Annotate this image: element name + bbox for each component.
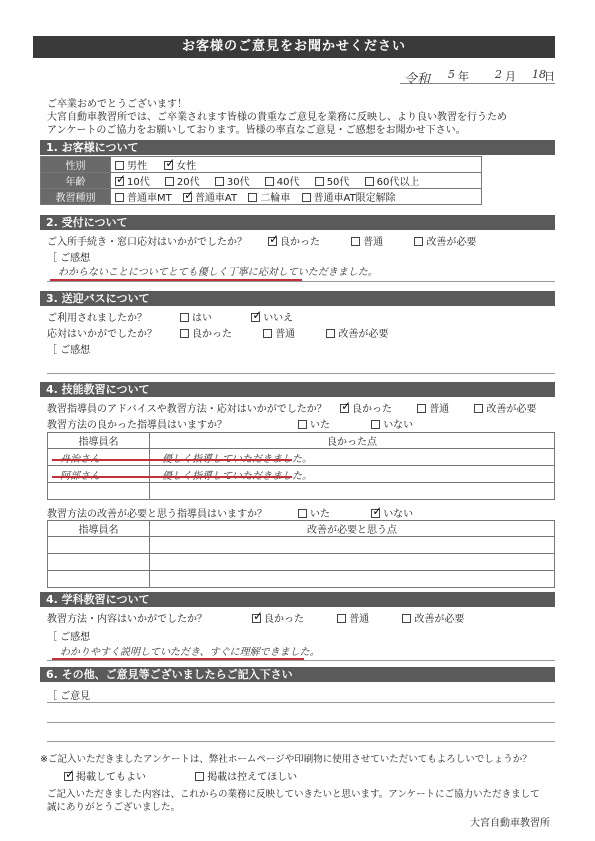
checkbox[interactable] [298,509,307,518]
column-header-instructor: 指導員名 [48,521,150,537]
lecture-options [252,610,478,625]
checkbox[interactable] [248,193,257,202]
page-title: お客様のご意見をお聞かせください [33,36,555,58]
reception-comment[interactable]: わからないことについてとても優しく丁寧に応対していただきました。 [58,267,378,278]
checkbox[interactable] [402,614,411,623]
table-row [48,483,555,500]
gender-option-male[interactable]: 男性 [115,157,147,172]
signature: 大宮自動車教習所 [470,818,550,829]
good-point-cell[interactable]: 優しく指導していただきました。 [150,466,555,483]
checkbox-checked[interactable] [252,614,261,623]
date-field[interactable] [400,66,555,87]
skill-question-instructor: 教習指導員のアドバイスや教習方法・応対はいかがでしたか？ [47,404,327,415]
section-header-skill: 4. 技能教習について [40,382,555,397]
good-instructor-option-yes[interactable]: いた [298,416,330,431]
table-row [48,571,555,588]
date-month-unit: 月 [505,70,516,83]
checkbox[interactable] [474,404,483,413]
other-comment-label: ［ ご意見 [47,691,91,702]
skill-question-improve-instructor: 教習方法の改善が必要と思う指導員はいますか？ [47,509,267,520]
checkbox-checked[interactable] [164,161,173,170]
good-point-cell[interactable] [150,483,555,500]
course-type-label: 教習種別 [41,189,111,205]
checkbox[interactable] [215,177,224,186]
instructor-name-cell[interactable] [48,483,150,500]
bus-option-yes[interactable]: はい [180,309,212,324]
checkbox-checked[interactable] [115,177,124,186]
checkbox[interactable] [195,772,204,781]
closing-text [47,788,557,814]
checkbox[interactable] [351,237,360,246]
type-option-mt[interactable]: 普通車MT [115,189,172,204]
reception-comment-label: ［ ご感想 [47,253,91,264]
skill-good-instructor-options [298,416,427,431]
skill-option-normal[interactable]: 普通 [417,400,449,415]
skill-instructor-options [340,400,536,415]
table-row [48,537,555,554]
date-month: 2 [495,68,502,81]
reception-option-improve[interactable]: 改善が必要 [414,233,476,248]
date-day-unit: 日 [544,70,555,83]
row-underline [52,476,292,478]
intro-line: ご卒業おめでとうございます！ [47,99,187,110]
good-instructor-option-no[interactable]: いない [371,416,413,431]
age-options [111,173,482,189]
instructor-name-cell[interactable] [48,571,150,588]
closing-line: 誠にありがとうございました。 [47,802,181,813]
skill-option-good[interactable]: ✓ 良かった [340,400,392,415]
checkbox[interactable] [115,193,124,202]
improve-instructor-option-no[interactable]: ✓ いない [371,505,413,520]
section-header-other: 6. その他、ご意見等ございましたらご記入下さい [40,667,555,682]
bus-service-option-normal[interactable]: 普通 [263,325,295,340]
good-point-cell[interactable]: 優しく指導していただきました。 [150,449,555,466]
row-underline [52,459,292,461]
improve-instructor-table [47,520,555,588]
intro-line: 大宮自動車教習所では、ご卒業されます皆様の貴重なご意見を業務に反映し、より良い教習を行うため [47,112,507,123]
divider [47,281,555,282]
checkbox-checked[interactable] [371,509,380,518]
table-row [48,554,555,571]
improve-point-cell[interactable] [150,537,555,554]
type-option-motorcycle[interactable]: 二輪車 [248,189,290,204]
intro-line: アンケートのご協力をお願いしております。皆様の率直なご意見・ご感想をお聞かせ下さい。 [47,125,466,136]
lecture-option-good[interactable]: ✓ 良かった [252,610,304,625]
column-header-good-points: 良かった点 [150,433,555,449]
intro-text [47,98,557,137]
date-day: 18 [532,68,546,81]
date-year: 5 [448,68,455,81]
divider [47,660,555,661]
table-row [48,449,555,466]
improve-instructor-option-yes[interactable]: いた [298,505,330,520]
bus-question-service: 応対はいかがでしたか？ [47,329,157,340]
checkbox[interactable] [115,161,124,170]
checkbox[interactable] [302,193,311,202]
checkbox[interactable] [326,329,335,338]
bus-service-options [180,325,402,340]
section-header-lecture: 4. 学科教習について [40,592,555,607]
comment-line[interactable] [47,722,555,723]
lecture-comment-label: ［ ご感想 [47,632,91,643]
bus-use-options [180,309,307,324]
age-option-40s[interactable]: 40代 [265,173,300,188]
instructor-name-cell[interactable] [48,537,150,554]
publish-question: ※ご記入いただきましたアンケートは、弊社ホームページや印刷物に使用させていただいてもよろしいでしょうか？ [40,754,532,765]
publish-options [64,768,311,783]
reception-question: ご入所手続き・窓口応対はいかがでしたか？ [47,237,247,248]
publish-option-allow[interactable]: ✓掲載してもよい [64,768,146,783]
checkbox[interactable] [263,329,272,338]
course-type-options [111,189,482,205]
improve-point-cell[interactable] [150,554,555,571]
column-header-improve-points: 改善が必要と思う点 [150,521,555,537]
checkbox-checked[interactable] [268,237,277,246]
age-option-60s-plus[interactable]: 60代以上 [365,173,420,188]
gender-label: 性別 [41,157,111,173]
checkbox[interactable] [414,237,423,246]
checkbox[interactable] [315,177,324,186]
table-row [48,466,555,483]
checkbox[interactable] [180,329,189,338]
lecture-option-normal[interactable]: 普通 [337,610,369,625]
lecture-question: 教習方法・内容はいかがでしたか？ [47,614,207,625]
skill-option-improve[interactable]: 改善が必要 [474,400,536,415]
type-option-at[interactable]: ✓ 普通車AT [183,189,237,204]
type-option-at-limit-release[interactable]: 普通車AT限定解除 [302,189,396,204]
gender-options [111,157,482,173]
lecture-option-improve[interactable]: 改善が必要 [402,610,464,625]
age-option-10s[interactable]: ✓ 10代 [115,173,150,188]
reception-option-good[interactable]: ✓ 良かった [268,233,320,248]
bus-service-option-improve[interactable]: 改善が必要 [326,325,388,340]
instructor-name-cell[interactable]: 舟治さん [48,449,150,466]
checkbox[interactable] [365,177,374,186]
skill-improve-instructor-options [298,505,427,520]
improve-point-cell[interactable] [150,571,555,588]
divider [47,373,555,374]
comment-line[interactable] [47,702,555,703]
checkbox-checked[interactable] [340,404,349,413]
skill-question-good-instructor: 教習方法の良かった指導員はいますか？ [47,420,227,431]
gender-option-female[interactable]: ✓ 女性 [164,157,196,172]
age-option-50s[interactable]: 50代 [315,173,350,188]
bus-comment-label: ［ ご感想 [47,345,91,356]
checkbox[interactable] [165,177,174,186]
instructor-name-cell[interactable] [48,554,150,571]
date-era: 令和 [404,72,431,87]
date-year-unit: 年 [458,70,469,83]
checkbox-checked[interactable] [64,772,73,781]
bus-service-option-good[interactable]: 良かった [180,325,232,340]
checkbox[interactable] [180,313,189,322]
checkbox[interactable] [265,177,274,186]
comment-line[interactable] [47,741,555,742]
reception-options [268,233,490,248]
section-header-customer: 1. お客様について [40,140,555,155]
good-instructor-table [47,432,555,500]
lecture-comment[interactable]: わかりやすく説明していただき、すぐに理解できました。 [60,647,320,658]
closing-line: ご記入いただきました内容は、これからの業務に反映していきたいと思います。アンケートにご協力いただきまして [47,789,540,800]
publish-option-decline[interactable]: 掲載は控えてほしい [195,768,297,783]
section-header-bus: 3. 送迎バスについて [40,291,555,306]
checkbox[interactable] [371,420,380,429]
checkbox[interactable] [417,404,426,413]
checkbox-checked[interactable] [183,193,192,202]
bus-question-use: ご利用されましたか？ [47,313,147,324]
bus-option-no[interactable]: ✓ いいえ [251,309,293,324]
section-header-reception: 2. 受付について [40,215,555,230]
age-option-30s[interactable]: 30代 [215,173,250,188]
checkbox[interactable] [298,420,307,429]
checkbox[interactable] [337,614,346,623]
instructor-name-cell[interactable]: 阿部さん [48,466,150,483]
checkbox-checked[interactable] [251,313,260,322]
column-header-instructor: 指導員名 [48,433,150,449]
age-option-20s[interactable]: 20代 [165,173,200,188]
age-label: 年齢 [41,173,111,189]
reception-option-normal[interactable]: 普通 [351,233,383,248]
customer-table [40,156,482,205]
